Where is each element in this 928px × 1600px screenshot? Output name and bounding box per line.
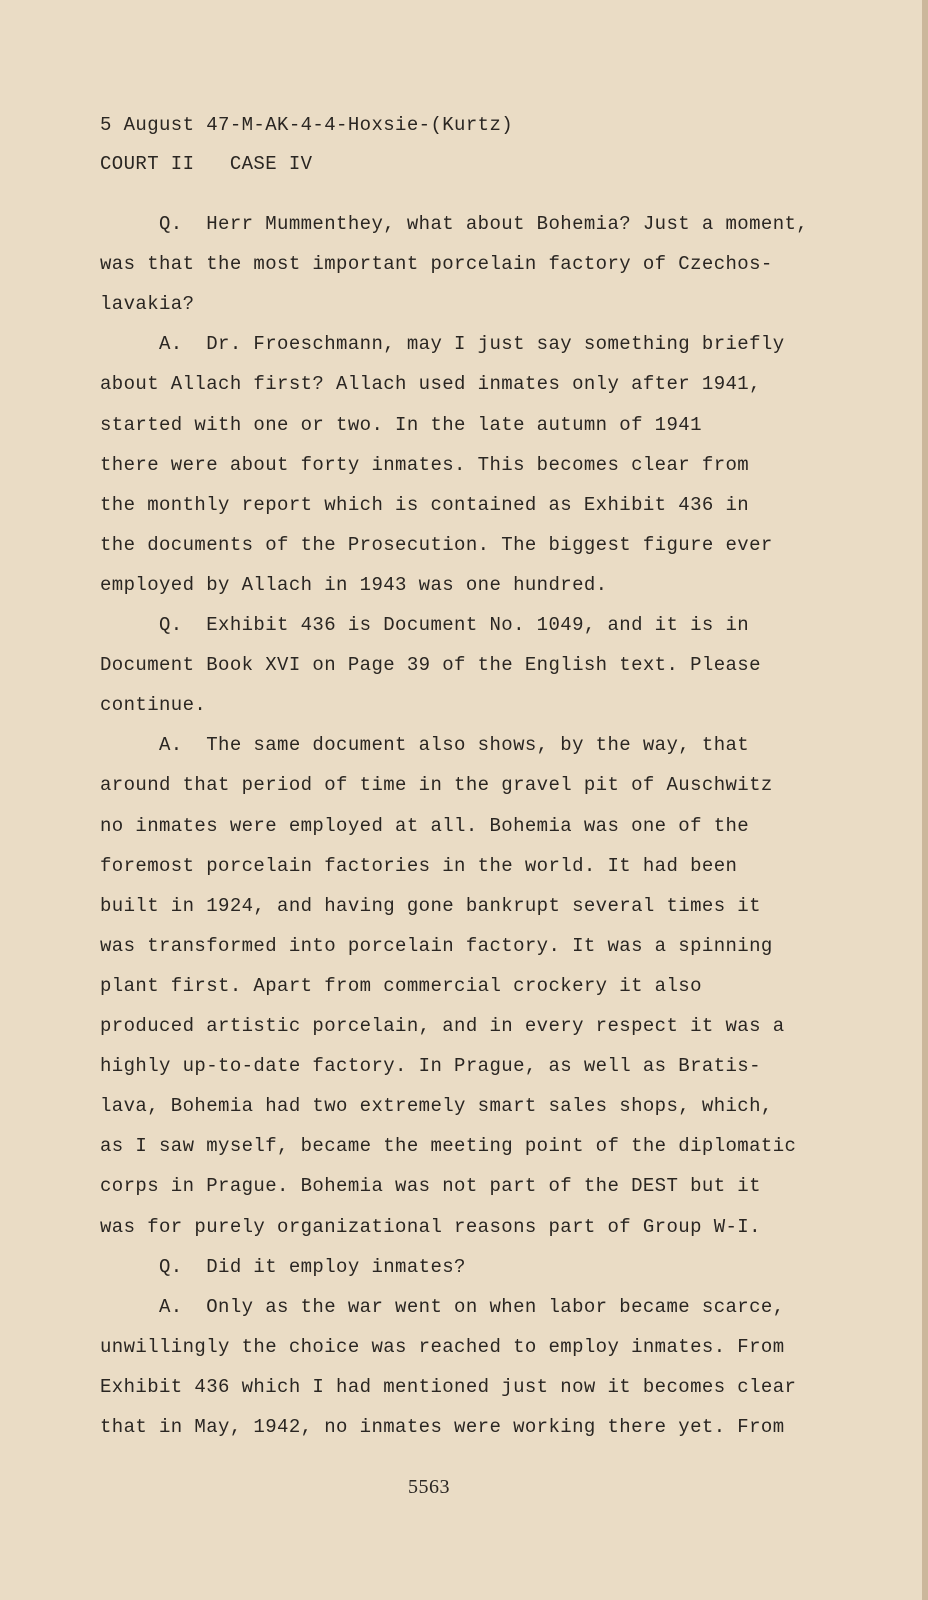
transcript-line: A. The same document also shows, by the way, that bbox=[100, 734, 750, 756]
transcript-line: started with one or two. In the late autumn of 1941 bbox=[100, 414, 702, 436]
transcript-line: Document Book XVI on Page 39 of the English text. Please bbox=[100, 654, 761, 676]
transcript-header-date: 5 August 47-M-AK-4-4-Hoxsie-(Kurtz) bbox=[100, 114, 514, 136]
transcript-line: that in May, 1942, no inmates were working there yet. From bbox=[100, 1416, 785, 1438]
transcript-line: was that the most important porcelain factory of Czechos- bbox=[100, 253, 773, 275]
transcript-line: continue. bbox=[100, 694, 207, 716]
court-case-heading: COURT II CASE IV bbox=[100, 153, 313, 175]
transcript-line: around that period of time in the gravel pit of Auschwitz bbox=[100, 774, 773, 796]
page-number: 5563 bbox=[408, 1476, 450, 1498]
transcript-line: Exhibit 436 which I had mentioned just now it becomes clear bbox=[100, 1376, 797, 1398]
transcript-line: there were about forty inmates. This becomes clear from bbox=[100, 454, 750, 476]
transcript-line: no inmates were employed at all. Bohemia was one of the bbox=[100, 815, 750, 837]
transcript-line: Q. Exhibit 436 is Document No. 1049, and it is in bbox=[100, 614, 750, 636]
transcript-line: Q. Did it employ inmates? bbox=[100, 1256, 466, 1278]
transcript-line: foremost porcelain factories in the world. It had been bbox=[100, 855, 738, 877]
transcript-line: A. Dr. Froeschmann, may I just say something briefly bbox=[100, 333, 785, 355]
transcript-line: corps in Prague. Bohemia was not part of the DEST but it bbox=[100, 1175, 761, 1197]
transcript-line: the monthly report which is contained as Exhibit 436 in bbox=[100, 494, 750, 516]
transcript-line: lava, Bohemia had two extremely smart sales shops, which, bbox=[100, 1095, 773, 1117]
transcript-line: produced artistic porcelain, and in every respect it was a bbox=[100, 1015, 785, 1037]
transcript-line: built in 1924, and having gone bankrupt several times it bbox=[100, 895, 761, 917]
transcript-line: highly up-to-date factory. In Prague, as well as Bratis- bbox=[100, 1055, 761, 1077]
transcript-line: as I saw myself, became the meeting point of the diplomatic bbox=[100, 1135, 797, 1157]
transcript-line: employed by Allach in 1943 was one hundred. bbox=[100, 574, 608, 596]
transcript-line: unwillingly the choice was reached to employ inmates. From bbox=[100, 1336, 785, 1358]
transcript-line: about Allach first? Allach used inmates only after 1941, bbox=[100, 373, 761, 395]
transcript-line: plant first. Apart from commercial crockery it also bbox=[100, 975, 702, 997]
transcript-line: A. Only as the war went on when labor became scarce, bbox=[100, 1296, 785, 1318]
transcript-line: lavakia? bbox=[100, 293, 195, 315]
transcript-line: the documents of the Prosecution. The biggest figure ever bbox=[100, 534, 773, 556]
transcript-line: was transformed into porcelain factory. It was a spinning bbox=[100, 935, 773, 957]
transcript-line: Q. Herr Mummenthey, what about Bohemia? Just a moment, bbox=[100, 213, 809, 235]
transcript-line: was for purely organizational reasons part of Group W-I. bbox=[100, 1216, 761, 1238]
